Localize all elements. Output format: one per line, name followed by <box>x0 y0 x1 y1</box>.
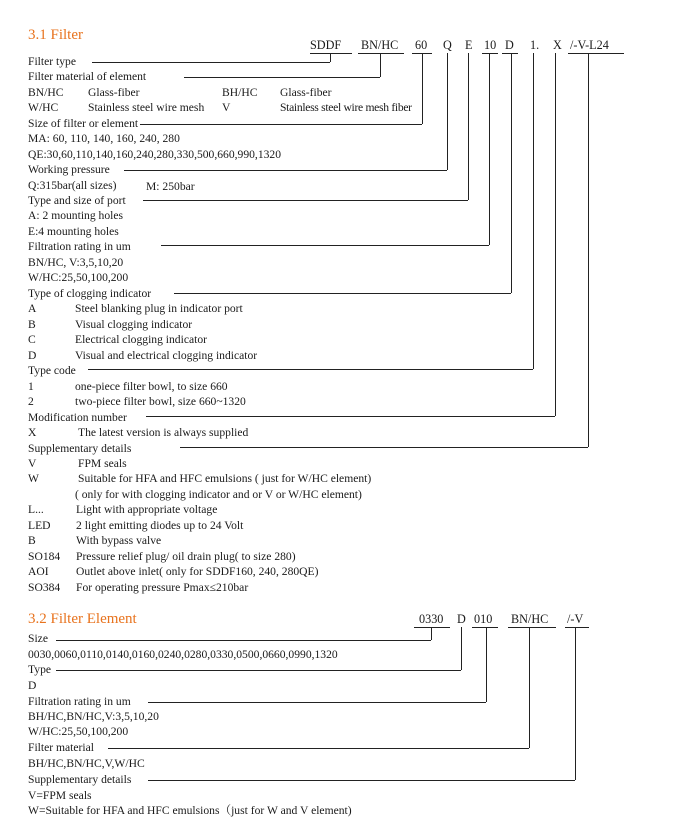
port-label: Type and size of port <box>28 194 126 207</box>
material-code-v: V <box>222 101 231 114</box>
pressure-m: M: 250bar <box>146 180 195 193</box>
material-code-whc: W/HC <box>28 101 59 114</box>
supplementary-label: Supplementary details <box>28 442 132 455</box>
supp-desc: FPM seals <box>78 457 127 470</box>
code-part-material: BN/HC <box>361 38 399 52</box>
connector-material <box>380 53 381 77</box>
connector-type <box>330 53 331 62</box>
element-size-values: 0030,0060,0110,0140,0160,0240,0280,0330,0500,0660,0990,1320 <box>28 648 338 661</box>
clogging-code: B <box>28 318 36 331</box>
connector-pressure <box>447 53 448 170</box>
clogging-desc: Visual and electrical clogging indicator <box>75 349 258 362</box>
code-part-pressure: Q <box>443 38 452 52</box>
size-label: Size of filter or element <box>28 117 139 130</box>
supp-code: W <box>28 472 39 485</box>
element-code-supplementary: /-V <box>567 612 584 626</box>
clogging-label: Type of clogging indicator <box>28 287 152 300</box>
element-supp-v: V=FPM seals <box>28 789 92 802</box>
element-leader-material <box>108 748 529 749</box>
rating-bn: BN/HC, V:3,5,10,20 <box>28 256 124 269</box>
code-part-port: E <box>465 38 473 52</box>
size-qe: QE:30,60,110,140,160,240,280,330,500,660,990,1320 <box>28 148 282 161</box>
element-supp-w: W=Suitable for HFA and HFC emulsions（just for W and V element) <box>28 804 352 817</box>
element-material-values: BH/HC,BN/HC,V,W/HC <box>28 757 145 770</box>
modification-desc: The latest version is always supplied <box>78 426 249 439</box>
port-e: E:4 mounting holes <box>28 225 119 238</box>
supp-code: B <box>28 534 36 547</box>
leader-typecode <box>88 369 533 370</box>
material-name-whc: Stainless steel wire mesh <box>88 101 205 114</box>
filter-material-label: Filter material of element <box>28 70 147 83</box>
supp-code: L... <box>28 503 44 516</box>
supp-code: AOI <box>28 565 49 578</box>
supp-code: SO384 <box>28 581 61 594</box>
supp-code: LED <box>28 519 51 532</box>
element-heading: 3.2 Filter Element <box>28 611 137 627</box>
supp-desc: 2 light emitting diodes up to 24 Volt <box>76 519 244 532</box>
element-leader-size <box>56 640 431 641</box>
pressure-label: Working pressure <box>28 163 110 176</box>
leader-pressure <box>124 170 447 171</box>
filter-heading: 3.1 Filter <box>28 27 83 43</box>
underline-clogging <box>502 53 518 54</box>
supp-code: SO184 <box>28 550 61 563</box>
typecode-label: Type code <box>28 364 76 377</box>
supp-desc: Light with appropriate voltage <box>76 503 218 516</box>
clogging-code: C <box>28 333 36 346</box>
code-part-typecode: 1. <box>530 38 540 52</box>
element-leader-type <box>56 670 461 671</box>
connector-typecode <box>533 53 534 369</box>
underline-rating <box>482 53 498 54</box>
leader-port <box>143 200 468 201</box>
leader-clogging <box>174 293 511 294</box>
element-leader-rating <box>148 702 486 703</box>
connector-port <box>468 53 469 200</box>
underline-material <box>358 53 404 54</box>
leader-material <box>184 77 380 78</box>
connector-clogging <box>511 53 512 293</box>
element-supplementary-label: Supplementary details <box>28 773 132 786</box>
leader-size <box>140 124 422 125</box>
element-connector-rating <box>486 627 487 702</box>
element-underline-rating <box>472 627 498 628</box>
underline-sddf <box>310 53 352 54</box>
typecode-desc: one-piece filter bowl, to size 660 <box>75 380 228 393</box>
connector-rating <box>489 53 490 245</box>
material-code-bnhc: BN/HC <box>28 86 64 99</box>
port-a: A: 2 mounting holes <box>28 209 124 222</box>
connector-supplementary <box>588 53 589 447</box>
element-rating-label: Filtration rating in um <box>28 695 131 708</box>
filter-type-label: Filter type <box>28 55 76 68</box>
clogging-code: A <box>28 302 37 315</box>
element-underline-material <box>508 627 556 628</box>
connector-modification <box>555 53 556 416</box>
supp-desc: Pressure relief plug/ oil drain plug( to size 280) <box>76 550 296 563</box>
leader-type <box>92 62 330 63</box>
typecode-desc: two-piece filter bowl, size 660~1320 <box>75 395 246 408</box>
rating-w: W/HC:25,50,100,200 <box>28 271 129 284</box>
size-ma: MA: 60, 110, 140, 160, 240, 280 <box>28 132 180 145</box>
modification-label: Modification number <box>28 411 127 424</box>
material-name-bhhc: Glass-fiber <box>280 86 332 99</box>
modification-code: X <box>28 426 37 439</box>
element-code-size: 0330 <box>419 612 444 626</box>
element-material-label: Filter material <box>28 741 94 754</box>
code-part-rating: 10 <box>484 38 497 52</box>
code-part-clogging: D <box>505 38 514 52</box>
leader-rating <box>161 245 489 246</box>
connector-size <box>422 53 423 124</box>
element-rating-bh: BH/HC,BN/HC,V:3,5,10,20 <box>28 710 159 723</box>
element-connector-size <box>431 627 432 640</box>
element-underline-supplementary <box>565 627 589 628</box>
supp-desc: With bypass valve <box>76 534 162 547</box>
element-code-type: D <box>457 612 466 626</box>
leader-supplementary <box>180 447 588 448</box>
typecode-code: 2 <box>28 395 34 408</box>
clogging-desc: Steel blanking plug in indicator port <box>75 302 243 315</box>
element-rating-w: W/HC:25,50,100,200 <box>28 725 129 738</box>
supp-desc: ( only for with clogging indicator and or V or W/HC element) <box>75 488 362 501</box>
element-size-label: Size <box>28 632 48 645</box>
pressure-q: Q:315bar(all sizes) <box>28 179 117 192</box>
underline-supplementary <box>568 53 624 54</box>
rating-label: Filtration rating in um <box>28 240 131 253</box>
code-part-sddf: SDDF <box>310 38 342 52</box>
code-part-modification: X <box>553 38 562 52</box>
typecode-code: 1 <box>28 380 34 393</box>
clogging-desc: Visual clogging indicator <box>75 318 193 331</box>
element-leader-supplementary <box>148 780 575 781</box>
element-type-label: Type <box>28 663 52 676</box>
element-connector-supplementary <box>575 627 576 780</box>
element-code-rating: 010 <box>474 612 493 626</box>
supp-desc: For operating pressure Pmax≤210bar <box>76 581 249 594</box>
element-underline-size <box>414 627 450 628</box>
material-name-v: Stainless steel wire mesh fiber <box>280 101 412 114</box>
clogging-desc: Electrical clogging indicator <box>75 333 207 346</box>
material-code-bhhc: BH/HC <box>222 86 258 99</box>
leader-modification <box>146 416 555 417</box>
material-name-bnhc: Glass-fiber <box>88 86 140 99</box>
element-connector-material <box>529 627 530 748</box>
supp-desc: Outlet above inlet( only for SDDF160, 240, 280QE) <box>76 565 319 578</box>
supp-code: V <box>28 457 37 470</box>
element-type-value: D <box>28 679 37 692</box>
element-code-material: BN/HC <box>511 612 549 626</box>
code-part-size: 60 <box>415 38 428 52</box>
element-connector-type <box>461 627 462 670</box>
clogging-code: D <box>28 349 37 362</box>
supp-desc: Suitable for HFA and HFC emulsions ( just for W/HC element) <box>78 472 372 485</box>
code-part-supplementary: /-V-L24 <box>570 38 609 52</box>
